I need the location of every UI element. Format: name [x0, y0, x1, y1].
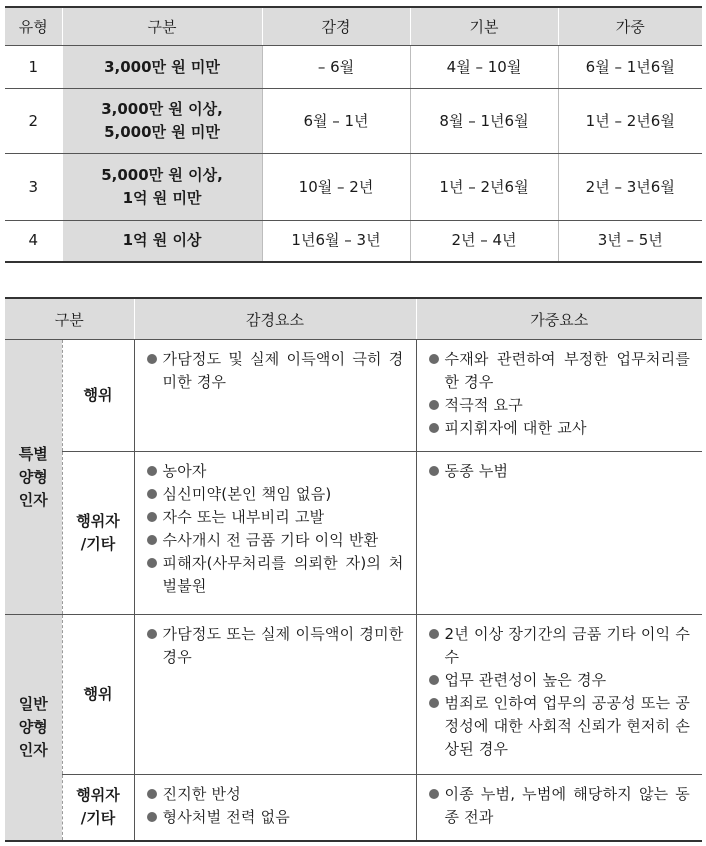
table-header-row	[5, 7, 702, 46]
group-label-general: 일반 양형 인자	[5, 615, 62, 841]
list-item: 적극적 요구	[429, 394, 691, 417]
bullet-icon	[147, 789, 157, 799]
basic-cell: 1년 – 2년6월	[410, 154, 558, 221]
aggravating-cell	[416, 452, 702, 615]
category-cell: 1억 원 이상	[62, 221, 262, 262]
header-category: 구분	[5, 298, 134, 340]
bullet-icon	[429, 400, 439, 410]
bullet-icon	[147, 512, 157, 522]
list-item: 가담정도 및 실제 이득액이 극히 경미한 경우	[147, 348, 404, 394]
bullet-icon	[147, 354, 157, 364]
mitigating-cell	[134, 340, 416, 452]
mitigating-list	[135, 452, 416, 604]
bullet-icon	[429, 789, 439, 799]
mitigating-cell	[134, 615, 416, 775]
table-row	[5, 154, 702, 221]
table-row	[5, 221, 702, 262]
aggravating-cell	[416, 340, 702, 452]
bullet-icon	[147, 466, 157, 476]
mitigating-list	[135, 775, 416, 835]
aggravating-list	[417, 452, 703, 489]
bullet-icon	[429, 423, 439, 433]
table-row	[5, 46, 702, 89]
table-row	[5, 775, 702, 841]
sub-label-act: 행위	[62, 615, 134, 775]
list-item: 농아자	[147, 460, 404, 483]
header-reduced: 감경	[262, 7, 410, 46]
list-item: 범죄로 인하여 업무의 공공성 또는 공정성에 대한 사회적 신뢰가 현저히 손상된 경우	[429, 692, 691, 761]
sentencing-factors-table	[5, 297, 702, 842]
table-header-row	[5, 298, 702, 340]
mitigating-list	[135, 615, 416, 675]
table-row	[5, 615, 702, 775]
aggravated-cell: 3년 – 5년	[558, 221, 702, 262]
aggravating-list	[417, 775, 703, 835]
list-item: 이종 누범, 누범에 해당하지 않는 동종 전과	[429, 783, 691, 829]
header-basic: 기본	[410, 7, 558, 46]
list-item: 형사처벌 전력 없음	[147, 806, 404, 829]
table-row	[5, 89, 702, 154]
aggravating-cell	[416, 775, 702, 841]
aggravated-cell: 1년 – 2년6월	[558, 89, 702, 154]
type-cell: 3	[5, 154, 62, 221]
header-category: 구분	[62, 7, 262, 46]
category-cell: 3,000만 원 이상, 5,000만 원 미만	[62, 89, 262, 154]
list-item: 업무 관련성이 높은 경우	[429, 669, 691, 692]
list-item: 진지한 반성	[147, 783, 404, 806]
basic-cell: 2년 – 4년	[410, 221, 558, 262]
reduced-cell: – 6월	[262, 46, 410, 89]
type-cell: 1	[5, 46, 62, 89]
list-item: 수재와 관련하여 부정한 업무처리를 한 경우	[429, 348, 691, 394]
bullet-icon	[147, 812, 157, 822]
aggravating-list	[417, 340, 703, 446]
aggravating-cell	[416, 615, 702, 775]
mitigating-cell	[134, 452, 416, 615]
sub-label-act: 행위	[62, 340, 134, 452]
bullet-icon	[147, 535, 157, 545]
type-cell: 4	[28, 231, 39, 250]
list-item: 자수 또는 내부비리 고발	[147, 506, 404, 529]
bullet-icon	[429, 629, 439, 639]
aggravated-cell: 2년 – 3년6월	[558, 154, 702, 221]
table-row	[5, 452, 702, 615]
basic-cell: 8월 – 1년6월	[410, 89, 558, 154]
aggravated-cell: 6월 – 1년6월	[558, 46, 702, 89]
type-cell: 2	[5, 89, 62, 154]
header-mitigating: 감경요소	[134, 298, 416, 340]
sub-label-actor: 행위자 /기타	[62, 775, 134, 841]
bullet-icon	[429, 354, 439, 364]
table-row	[5, 340, 702, 452]
list-item: 2년 이상 장기간의 금품 기타 이익 수수	[429, 623, 691, 669]
bullet-icon	[429, 466, 439, 476]
mitigating-list	[135, 340, 416, 400]
basic-cell: 4월 – 10월	[410, 46, 558, 89]
bullet-icon	[147, 629, 157, 639]
bullet-icon	[429, 675, 439, 685]
list-item: 심신미약(본인 책임 없음)	[147, 483, 404, 506]
sub-label-actor: 행위자 /기타	[62, 452, 134, 615]
list-item: 피해자(사무처리를 의뢰한 자)의 처벌불원	[147, 552, 404, 598]
reduced-cell: 6월 – 1년	[262, 89, 410, 154]
header-aggravating: 가중요소	[416, 298, 702, 340]
sentencing-range-table	[5, 6, 702, 263]
aggravating-list	[417, 615, 703, 767]
bullet-icon	[147, 558, 157, 568]
list-item: 피지휘자에 대한 교사	[429, 417, 691, 440]
bullet-icon	[429, 698, 439, 708]
header-type: 유형	[5, 7, 62, 46]
header-aggravated: 가중	[558, 7, 702, 46]
category-cell: 3,000만 원 미만	[62, 46, 262, 89]
bullet-icon	[147, 489, 157, 499]
list-item: 수사개시 전 금품 기타 이익 반환	[147, 529, 404, 552]
category-cell: 5,000만 원 이상, 1억 원 미만	[62, 154, 262, 221]
list-item: 가담정도 또는 실제 이득액이 경미한 경우	[147, 623, 404, 669]
mitigating-cell	[134, 775, 416, 841]
reduced-cell: 10월 – 2년	[262, 154, 410, 221]
reduced-cell: 1년6월 – 3년	[262, 221, 410, 262]
list-item: 동종 누범	[429, 460, 691, 483]
group-label-special: 특별 양형 인자	[5, 340, 62, 615]
